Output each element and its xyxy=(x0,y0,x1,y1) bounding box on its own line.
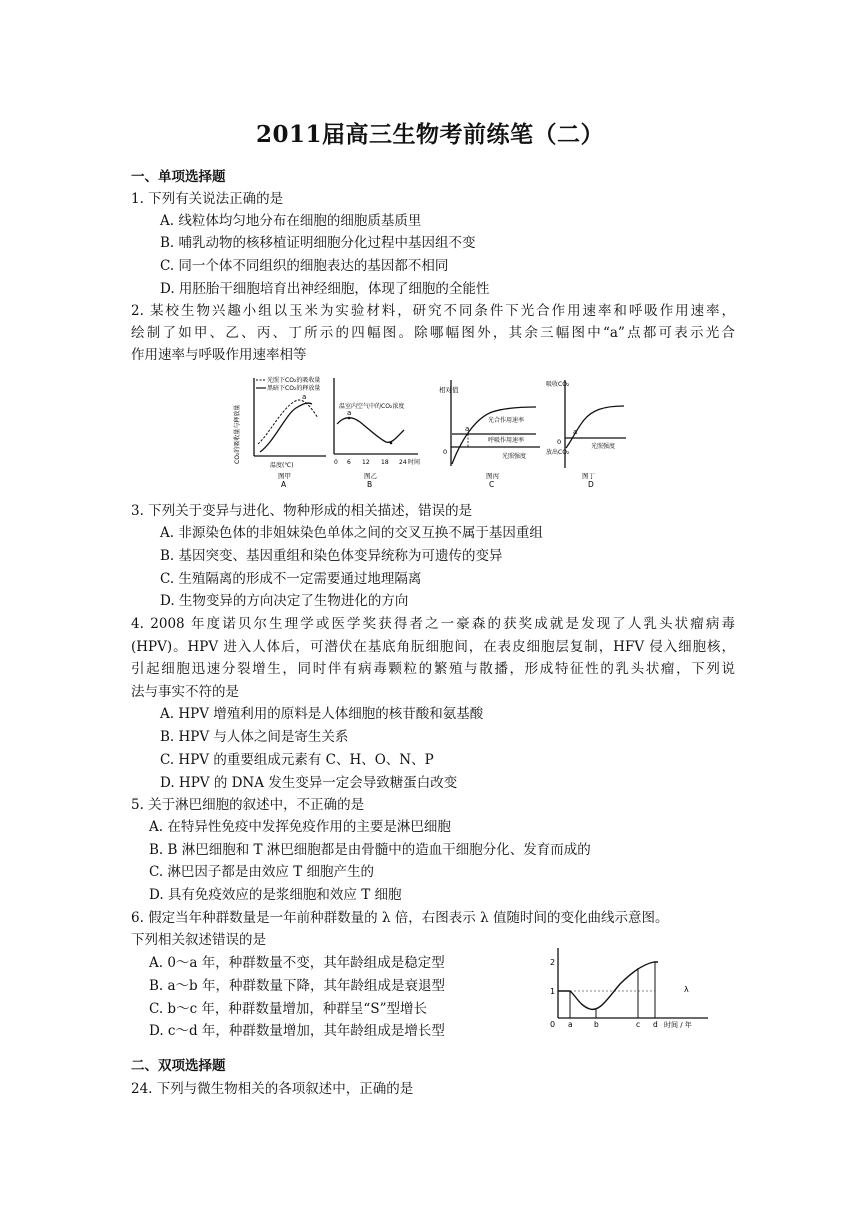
question-6-lambda-figure xyxy=(546,940,716,1040)
question-5-option-a: A. 在特异性免疫中发挥免疫作用的主要是淋巴细胞 xyxy=(149,819,451,835)
figure-bing-point-a: a xyxy=(465,425,470,433)
question-5-option-d: D. 具有免疫效应的是浆细胞和效应 T 细胞 xyxy=(149,887,402,903)
question-24-stem: 24. 下列与微生物相关的各项叙述中，正确的是 xyxy=(131,1081,414,1097)
lambda-figure-tick-d: d xyxy=(653,1020,658,1029)
lambda-curve xyxy=(558,962,658,1009)
figure-jia-legend-1: 光照下CO₂的吸收量 xyxy=(267,377,321,384)
figure-ding-xlabel: 光照强度 xyxy=(591,443,616,450)
figure-jia-dashed-curve xyxy=(258,400,318,444)
figure-bing-ylabel: 相对值 xyxy=(439,386,459,394)
question-4-stem-line3: 引起细胞迅速分裂增生，同时伴有病毒颗粒的繁殖与散播，形成特征性的乳头状瘤，下列说 xyxy=(131,661,735,677)
figure-jia-xlabel: 温度(℃) xyxy=(270,462,294,469)
question-1-option-d: D. 用胚胎干细胞培育出神经细胞，体现了细胞的全能性 xyxy=(160,281,490,297)
question-4-stem-line2: (HPV)。HPV 进入人体后，可潜伏在基底角朊细胞间，在表皮细胞层复制，HFV 侵入细胞核， xyxy=(131,639,735,655)
figure-bing-line1-label: 光合作用速率 xyxy=(488,417,525,424)
question-6-option-b: B. a～b 年，种群数量下降，其年龄组成是衰退型 xyxy=(149,978,445,994)
section-heading-double-choice: 二、双项选择题 xyxy=(131,1058,226,1074)
figure-yi-caption: 温室内空气中的CO₂浓度 xyxy=(339,403,405,410)
figure-ding-letter: D xyxy=(588,480,594,489)
figure-jia-name: 图甲 xyxy=(278,472,291,480)
lambda-figure-origin: 0 xyxy=(550,1020,556,1029)
question-1-option-b: B. 哺乳动物的核移植证明细胞分化过程中基因组不变 xyxy=(160,235,476,251)
section-heading-single-choice: 一、单项选择题 xyxy=(131,169,226,185)
figure-bing-line2-label: 呼吸作用速率 xyxy=(488,437,525,444)
question-4-option-a: A. HPV 增殖利用的原料是人体细胞的核苷酸和氨基酸 xyxy=(160,706,484,722)
figure-yi-xlabel: 时间 xyxy=(408,459,421,466)
question-5-stem: 5. 关于淋巴细胞的叙述中，不正确的是 xyxy=(131,797,365,813)
figure-jia-point-a: a xyxy=(302,393,307,401)
question-6-stem-line2: 下列相关叙述错误的是 xyxy=(131,932,266,948)
lambda-figure-tick-b: b xyxy=(594,1020,599,1029)
question-4-stem-line4: 法与事实不符的是 xyxy=(131,684,239,700)
question-1-option-c: C. 同一个体不同组织的细胞表达的基因都不相同 xyxy=(160,258,449,274)
figure-yi xyxy=(334,378,420,489)
figure-ding-curve xyxy=(566,406,624,448)
figure-yi-tick-24: 24 xyxy=(399,459,407,466)
lambda-figure-tick-a: a xyxy=(568,1020,573,1029)
figure-jia-ylabel: CO₂的吸收量与释放量 xyxy=(234,404,241,464)
figure-ding-ylabel-top: 吸收CO₂ xyxy=(546,381,570,388)
figure-bing-name: 图丙 xyxy=(486,472,499,480)
figure-jia xyxy=(233,376,326,489)
question-4-option-c: C. HPV 的重要组成元素有 C、H、O、N、P xyxy=(160,752,434,768)
question-3-option-a: A. 非源染色体的非姐妹染色单体之间的交叉互换不属于基因重组 xyxy=(160,525,543,541)
question-6-stem-line1: 6. 假定当年种群数量是一年前种群数量的 λ 倍，右图表示 λ 值随时间的变化曲线示意图。 xyxy=(131,910,669,926)
figure-yi-point-a: a xyxy=(347,409,352,417)
lambda-figure-xlabel: 时间 / 年 xyxy=(664,1021,692,1029)
figure-yi-curve xyxy=(337,418,404,443)
question-6-option-c: C. b～c 年，种群数量增加，种群呈“S”型增长 xyxy=(149,1001,427,1017)
question-3-option-b: B. 基因突变、基因重组和染色体变异统称为可遗传的变异 xyxy=(160,548,503,564)
figure-yi-letter: B xyxy=(367,480,373,489)
question-2-stem-line1: 2. 某校生物兴趣小组以玉米为实验材料，研究不同条件下光合作用速率和呼吸作用速率， xyxy=(131,303,735,319)
figure-bing xyxy=(439,380,540,489)
question-3-option-d: D. 生物变异的方向决定了生物进化的方向 xyxy=(160,593,409,609)
question-2-stem-line3: 作用速率与呼吸作用速率相等 xyxy=(131,347,307,363)
lambda-figure-y-1: 1 xyxy=(550,987,556,996)
question-6-option-a: A. 0～a 年，种群数量不变，其年龄组成是稳定型 xyxy=(149,955,445,971)
figure-bing-origin: 0 xyxy=(443,448,448,456)
question-1-stem: 1. 下列有关说法正确的是 xyxy=(131,191,284,207)
lambda-figure-y-2: 2 xyxy=(550,958,556,967)
question-4-stem-line1: 4. 2008 年度诺贝尔生理学或医学奖获得者之一豪森的获奖成就是发现了人乳头状瘤病毒 xyxy=(131,616,735,632)
figure-jia-solid-curve xyxy=(260,403,312,452)
question-4-option-d: D. HPV 的 DNA 发生变异一定会导致糖蛋白改变 xyxy=(160,775,458,791)
document-title: 2011届高三生物考前练笔（二） xyxy=(255,121,604,148)
figure-ding xyxy=(546,380,626,489)
question-4-option-b: B. HPV 与人体之间是寄生关系 xyxy=(160,729,349,745)
question-3-option-c: C. 生殖隔离的形成不一定需要通过地理隔离 xyxy=(160,571,422,587)
question-3-stem: 3. 下列关于变异与进化、物种形成的相关描述，错误的是 xyxy=(131,503,473,519)
lambda-figure-tick-c: c xyxy=(636,1020,641,1029)
figure-bing-xlabel: 光照强度 xyxy=(502,453,527,460)
figure-ding-name: 图丁 xyxy=(582,472,595,480)
question-5-option-c: C. 淋巴因子都是由效应 T 细胞产生的 xyxy=(149,864,375,880)
figure-jia-legend-2: 黑暗下CO₂的释放量 xyxy=(267,385,321,392)
lambda-figure-symbol: λ xyxy=(684,985,689,994)
question-1-option-a: A. 线粒体均匀地分布在细胞的细胞质基质里 xyxy=(160,213,422,229)
figure-ding-origin: 0 xyxy=(557,438,562,446)
figure-ding-point-a: a xyxy=(573,428,578,436)
figure-yi-tick-12: 12 xyxy=(362,459,370,466)
figure-yi-name: 图乙 xyxy=(364,472,377,480)
figure-bing-letter: C xyxy=(489,480,495,489)
figure-jia-letter: A xyxy=(281,480,287,489)
question-2-stem-line2: 绘制了如甲、乙、丙、丁所示的四幅图。除哪幅图外，其余三幅图中“a”点都可表示光合 xyxy=(131,325,735,341)
question-2-figures xyxy=(236,372,628,492)
figure-yi-tick-18: 18 xyxy=(381,459,389,466)
figure-yi-tick-0: 0 xyxy=(334,459,338,466)
question-6-option-d: D. c～d 年，种群数量增加，其年龄组成是增长型 xyxy=(149,1023,445,1039)
figure-yi-tick-6: 6 xyxy=(347,459,351,466)
question-5-option-b: B. B 淋巴细胞和 T 淋巴细胞都是由骨髓中的造血干细胞分化、发育而成的 xyxy=(149,842,591,858)
figure-ding-ylabel-bottom: 放出CO₂ xyxy=(546,449,570,456)
